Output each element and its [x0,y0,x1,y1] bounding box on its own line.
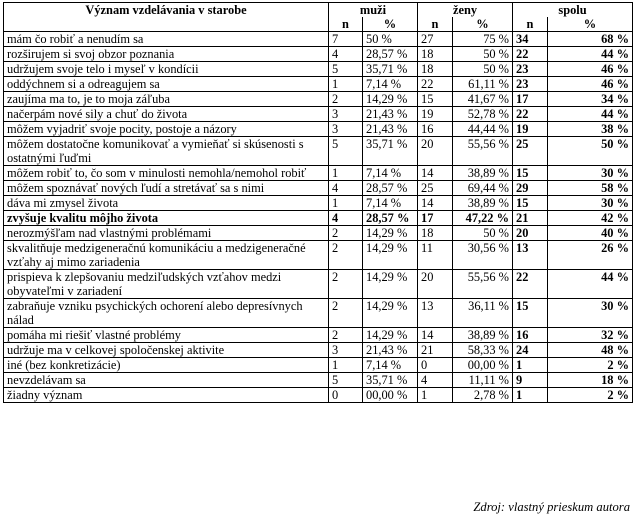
women-count: 13 [418,299,453,328]
men-count: 1 [329,358,363,373]
total-percent: 44 % [548,270,633,299]
men-percent: 35,71 % [363,62,418,77]
table-row [4,388,633,403]
total-count: 15 [513,166,548,181]
total-count: 22 [513,270,548,299]
total-count: 23 [513,62,548,77]
table-row [4,270,633,299]
total-percent: 32 % [548,328,633,343]
women-percent: 2,78 % [453,388,513,403]
subheader-n-men: n [329,17,363,32]
table-row [4,373,633,388]
women-count: 17 [418,211,453,226]
total-count: 15 [513,299,548,328]
total-percent: 34 % [548,92,633,107]
table-row [4,241,633,270]
total-percent: 46 % [548,62,633,77]
women-percent: 61,11 % [453,77,513,92]
total-percent: 30 % [548,299,633,328]
men-percent: 00,00 % [363,388,418,403]
table-row [4,62,633,77]
column-header-main: Význam vzdelávania v starobe [4,3,329,32]
women-percent: 75 % [453,32,513,47]
total-count: 16 [513,328,548,343]
men-count: 2 [329,299,363,328]
table-row [4,122,633,137]
men-count: 1 [329,77,363,92]
table-body [4,32,633,403]
women-count: 14 [418,196,453,211]
men-percent: 35,71 % [363,137,418,166]
women-count: 19 [418,107,453,122]
total-percent: 2 % [548,358,633,373]
men-percent: 28,57 % [363,211,418,226]
men-percent: 28,57 % [363,47,418,62]
women-percent: 38,89 % [453,328,513,343]
women-percent: 11,11 % [453,373,513,388]
subheader-pct-women: % [453,17,513,32]
men-percent: 7,14 % [363,196,418,211]
total-count: 19 [513,122,548,137]
row-label: nerozmýšľam nad vlastnými problémami [4,226,329,241]
total-percent: 46 % [548,77,633,92]
women-percent: 36,11 % [453,299,513,328]
table-row [4,299,633,328]
total-percent: 30 % [548,196,633,211]
group-header-women: ženy [418,3,513,18]
men-percent: 14,29 % [363,241,418,270]
row-label: rozširujem si svoj obzor poznania [4,47,329,62]
total-count: 21 [513,211,548,226]
row-label: mám čo robiť a nenudím sa [4,32,329,47]
total-count: 13 [513,241,548,270]
women-count: 18 [418,47,453,62]
men-count: 2 [329,270,363,299]
women-percent: 00,00 % [453,358,513,373]
table-row [4,181,633,196]
table-row [4,137,633,166]
men-count: 1 [329,196,363,211]
women-percent: 47,22 % [453,211,513,226]
men-count: 2 [329,241,363,270]
total-percent: 68 % [548,32,633,47]
total-count: 17 [513,92,548,107]
men-percent: 14,29 % [363,299,418,328]
men-count: 3 [329,122,363,137]
group-header-men: muži [329,3,418,18]
women-percent: 69,44 % [453,181,513,196]
women-percent: 58,33 % [453,343,513,358]
row-label: môžem spoznávať nových ľudí a stretávať sa s nimi [4,181,329,196]
row-label: udržuje ma v celkovej spoločenskej aktivite [4,343,329,358]
total-count: 9 [513,373,548,388]
total-percent: 44 % [548,47,633,62]
total-percent: 18 % [548,373,633,388]
total-count: 22 [513,47,548,62]
subheader-pct-total: % [548,17,633,32]
women-count: 22 [418,77,453,92]
men-count: 4 [329,47,363,62]
row-label: oddýchnem si a odreagujem sa [4,77,329,92]
total-percent: 2 % [548,388,633,403]
men-count: 3 [329,343,363,358]
row-label: žiadny význam [4,388,329,403]
table-row [4,211,633,226]
women-count: 14 [418,328,453,343]
men-count: 5 [329,62,363,77]
total-count: 15 [513,196,548,211]
total-percent: 40 % [548,226,633,241]
women-percent: 30,56 % [453,241,513,270]
men-count: 4 [329,211,363,226]
men-percent: 14,29 % [363,226,418,241]
row-label: dáva mi zmysel života [4,196,329,211]
women-count: 16 [418,122,453,137]
row-label: nevzdelávam sa [4,373,329,388]
women-percent: 50 % [453,62,513,77]
row-label: zabraňuje vzniku psychických ochorení alebo depresívnych nálad [4,299,329,328]
table-row [4,328,633,343]
women-count: 4 [418,373,453,388]
row-label: môžem dostatočne komunikovať a vymieňať si skúsenosti s ostatnými ľuďmi [4,137,329,166]
table-row [4,92,633,107]
women-percent: 38,89 % [453,166,513,181]
men-percent: 7,14 % [363,166,418,181]
row-label: môžem vyjadriť svoje pocity, postoje a názory [4,122,329,137]
total-percent: 26 % [548,241,633,270]
row-label: zvyšuje kvalitu môjho života [4,211,329,226]
women-count: 1 [418,388,453,403]
men-count: 3 [329,107,363,122]
men-count: 2 [329,92,363,107]
women-count: 21 [418,343,453,358]
women-percent: 38,89 % [453,196,513,211]
men-count: 7 [329,32,363,47]
row-label: prispieva k zlepšovaniu medziľudských vzťahov medzi obyvateľmi v zariadení [4,270,329,299]
women-percent: 41,67 % [453,92,513,107]
women-percent: 52,78 % [453,107,513,122]
women-count: 18 [418,226,453,241]
men-percent: 7,14 % [363,77,418,92]
source-note: Zdroj: vlastný prieskum autora [473,500,630,514]
men-percent: 28,57 % [363,181,418,196]
subheader-pct-men: % [363,17,418,32]
men-count: 5 [329,373,363,388]
total-count: 34 [513,32,548,47]
row-label: udržujem svoje telo i myseľ v kondícii [4,62,329,77]
total-count: 23 [513,77,548,92]
row-label: pomáha mi riešiť vlastné problémy [4,328,329,343]
women-count: 15 [418,92,453,107]
women-count: 18 [418,62,453,77]
men-count: 4 [329,181,363,196]
total-count: 24 [513,343,548,358]
table-row [4,196,633,211]
total-count: 25 [513,137,548,166]
table-row [4,358,633,373]
total-percent: 48 % [548,343,633,358]
row-label: zaujíma ma to, je to moja záľuba [4,92,329,107]
women-count: 14 [418,166,453,181]
women-percent: 55,56 % [453,270,513,299]
table-row [4,226,633,241]
men-count: 5 [329,137,363,166]
men-percent: 21,43 % [363,343,418,358]
total-percent: 58 % [548,181,633,196]
men-percent: 50 % [363,32,418,47]
women-count: 20 [418,270,453,299]
row-label: môžem robiť to, čo som v minulosti nemohla/nemohol robiť [4,166,329,181]
men-count: 2 [329,226,363,241]
women-count: 27 [418,32,453,47]
total-count: 29 [513,181,548,196]
women-count: 25 [418,181,453,196]
women-count: 11 [418,241,453,270]
row-label: skvalitňuje medzigeneračnú komunikáciu a medzigeneračné vzťahy aj mimo zariadenia [4,241,329,270]
men-percent: 7,14 % [363,358,418,373]
total-count: 20 [513,226,548,241]
total-percent: 50 % [548,137,633,166]
total-percent: 30 % [548,166,633,181]
total-count: 1 [513,358,548,373]
men-percent: 21,43 % [363,122,418,137]
table-row [4,343,633,358]
men-percent: 14,29 % [363,92,418,107]
table-container [3,2,632,403]
row-label: načerpám nové sily a chuť do života [4,107,329,122]
data-table [3,2,633,403]
row-label: iné (bez konkretizácie) [4,358,329,373]
table-row [4,32,633,47]
total-percent: 38 % [548,122,633,137]
men-percent: 14,29 % [363,328,418,343]
total-percent: 44 % [548,107,633,122]
group-header-total: spolu [513,3,633,18]
men-percent: 21,43 % [363,107,418,122]
subheader-n-total: n [513,17,548,32]
women-percent: 50 % [453,47,513,62]
men-count: 1 [329,166,363,181]
women-percent: 50 % [453,226,513,241]
women-count: 20 [418,137,453,166]
women-count: 0 [418,358,453,373]
men-count: 2 [329,328,363,343]
men-count: 0 [329,388,363,403]
men-percent: 35,71 % [363,373,418,388]
table-row [4,77,633,92]
total-count: 22 [513,107,548,122]
table-row [4,47,633,62]
table-row [4,166,633,181]
header-row [4,3,633,18]
women-percent: 44,44 % [453,122,513,137]
total-count: 1 [513,388,548,403]
subheader-n-women: n [418,17,453,32]
table-row [4,107,633,122]
men-percent: 14,29 % [363,270,418,299]
women-percent: 55,56 % [453,137,513,166]
total-percent: 42 % [548,211,633,226]
